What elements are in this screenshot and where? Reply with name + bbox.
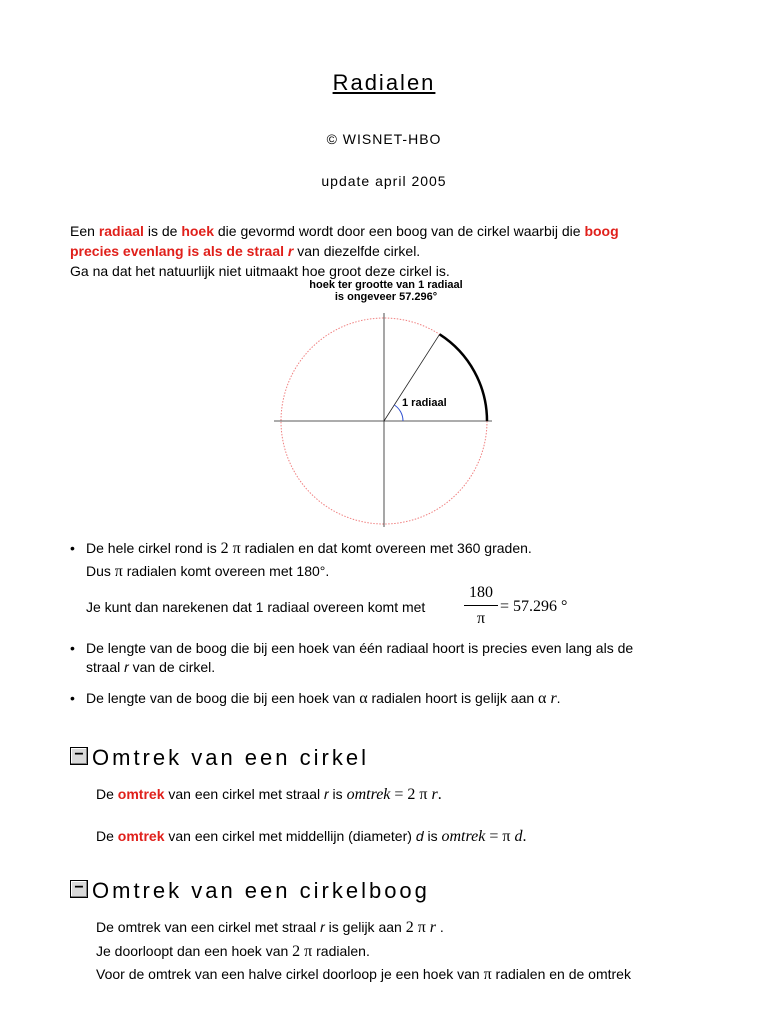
bullet-1: • De hele cirkel rond is 2 π radialen en dat komt overeen met 360 graden. — [70, 540, 532, 557]
section-omtrek-cirkel-heading: − Omtrek van een cirkel — [70, 745, 369, 771]
intro-line-3: Ga na dat het natuurlijk niet uitmaakt hoe groot deze cirkel is. — [70, 263, 450, 279]
radian-diagram — [270, 305, 500, 530]
intro-line-1: Een radiaal is de hoek die gevormd wordt door een boog van de cirkel waarbij die boog — [70, 223, 619, 239]
copyright: © WISNET-HBO — [326, 131, 442, 147]
fraction-denominator: π — [476, 610, 486, 627]
update-date: update april 2005 — [321, 173, 447, 189]
fraction-result: = 57.296 ° — [500, 598, 568, 615]
figure-caption: hoek ter grootte van 1 radiaal is ongeveer 57.296° — [309, 279, 463, 303]
bullet-dot: • — [70, 640, 75, 656]
page-title: Radialen — [332, 70, 436, 95]
section2-line-1: De omtrek van een cirkel met straal r is gelijk aan 2 π r . — [96, 919, 444, 936]
bullet-1-line-3: Je kunt dan narekenen dat 1 radiaal overeen komt met — [86, 599, 426, 615]
arc-one-radian — [440, 334, 487, 421]
angle-label: 1 radiaal — [402, 397, 447, 409]
bullet-2: • De lengte van de boog die bij een hoek van één radiaal hoort is precies even lang als de — [70, 640, 634, 656]
intro-paragraph — [70, 221, 710, 281]
bullet-dot: • — [70, 690, 75, 706]
section-omtrek-cirkelboog-heading: − Omtrek van een cirkelboog — [70, 878, 430, 904]
bullet-1-line-2: Dus π radialen komt overeen met 180°. — [86, 563, 330, 580]
section2-line-3: Voor de omtrek van een halve cirkel doorloop je een hoek van π radialen en de omtrek — [96, 966, 631, 983]
fraction-numerator: 180 — [469, 584, 493, 601]
bullet-dot: • — [70, 540, 75, 556]
fraction-bar — [464, 605, 498, 606]
section1-line-2: De omtrek van een cirkel met middellijn (diameter) d is omtrek = π d. — [96, 828, 527, 845]
bullet-2-line-2: straal r van de cirkel. — [86, 659, 216, 675]
section1-line-1: De omtrek van een cirkel met straal r is omtrek = 2 π r. — [96, 786, 442, 803]
intro-line-2: precies evenlang is als de straal r van diezelfde cirkel. — [70, 243, 421, 259]
bullet-3: • De lengte van de boog die bij een hoek van α radialen hoort is gelijk aan α r. — [70, 690, 561, 707]
collapse-icon[interactable]: − — [70, 747, 88, 765]
collapse-icon[interactable]: − — [70, 880, 88, 898]
section2-line-2: Je doorloopt dan een hoek van 2 π radialen. — [96, 943, 370, 960]
